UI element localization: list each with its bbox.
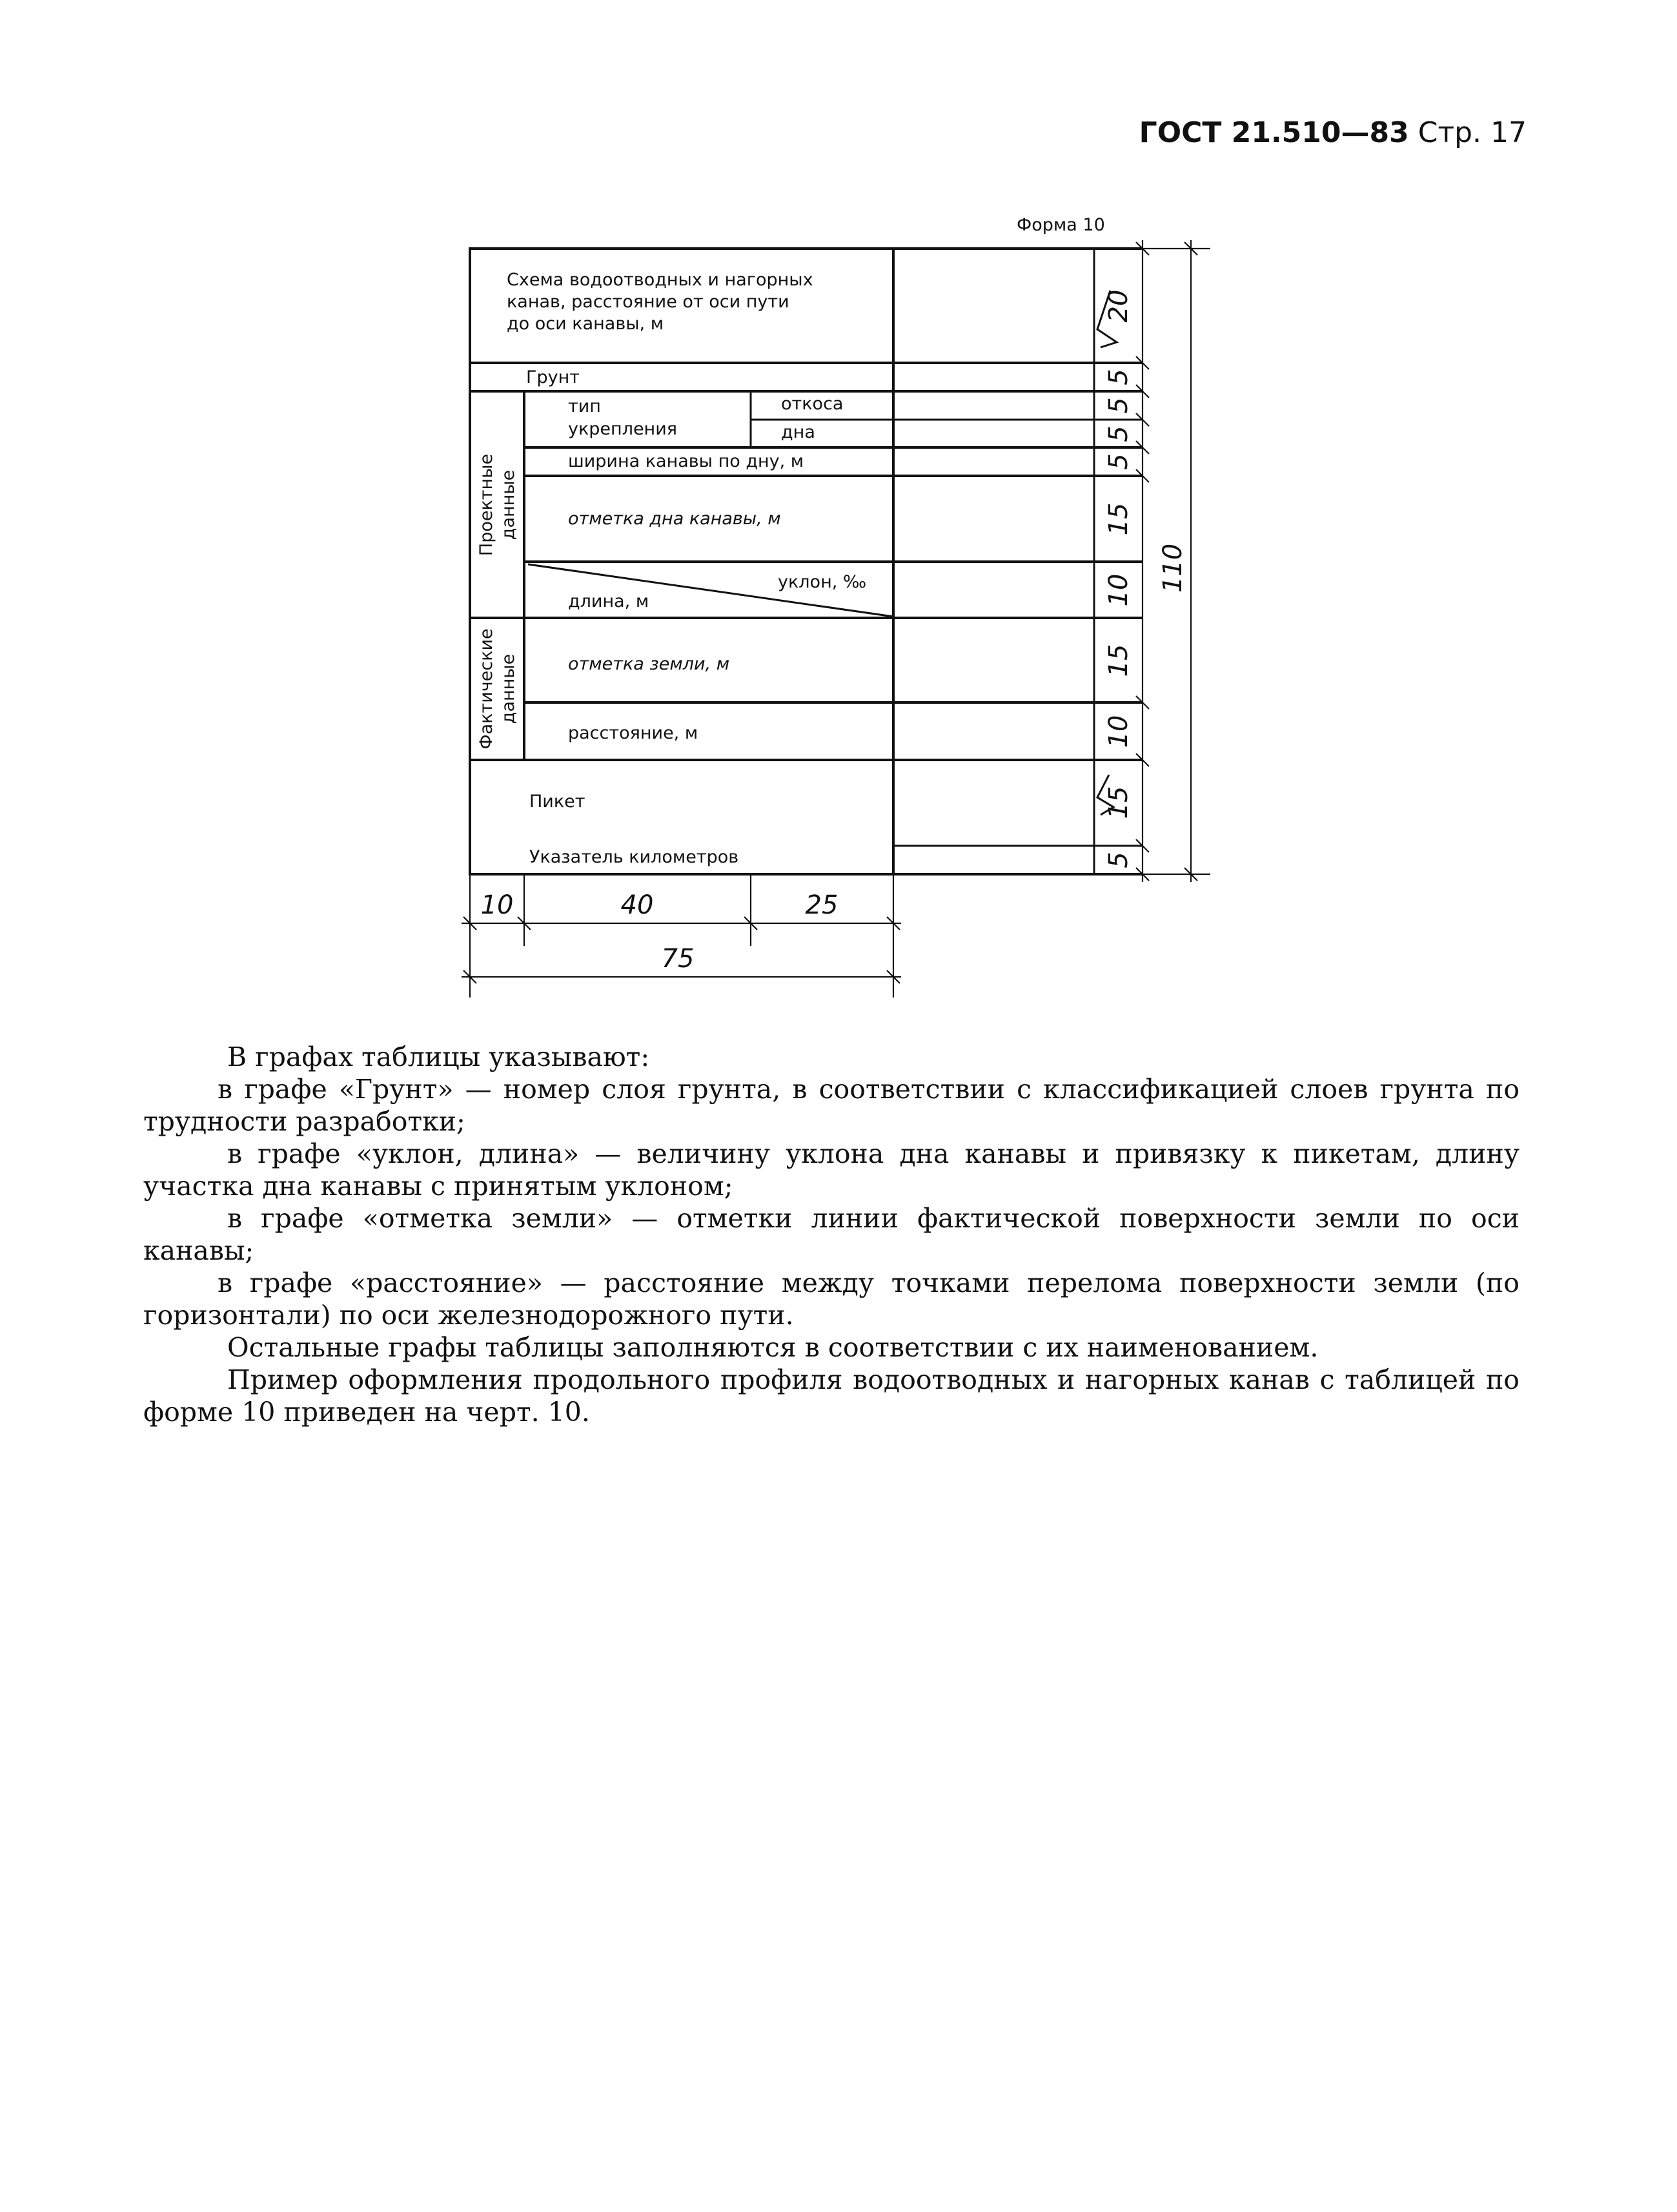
form-10-drawing [0,0,1677,1033]
width-dim-label: 10 [480,890,514,920]
slope-side-label: откоса [781,394,844,414]
dim-label: 15 [1104,644,1133,677]
soil-label: Грунт [526,367,580,387]
scheme-label: Схема водоотводных и нагорных [507,270,813,290]
ground-mark-label: отметка земли, м [568,654,730,674]
paragraph: В графах таблицы указывают: [227,1041,650,1072]
slope-label: уклон, ‰ [778,572,867,592]
row-height-labels [1104,290,1188,868]
dim-label: 5 [1104,425,1133,442]
length-label: длина, м [568,591,649,611]
dim-label: 5 [1104,397,1133,414]
total-height-label: 110 [1158,543,1188,593]
width-dim-label: 25 [805,890,838,920]
actual-group-label: данные [498,653,518,724]
dim-label: 20 [1104,289,1133,323]
dim-label: 15 [1104,502,1133,536]
paragraph: в графе «уклон, длина» — величину уклона дна канавы и привязку к пикетам, длину участка дна канавы с принятым уклоном; [143,1138,1519,1202]
dim-label: 5 [1104,852,1133,868]
width-label: ширина канавы по дну, м [568,451,804,471]
page-number: Стр. 17 [1418,116,1527,149]
km-label: Указатель километров [529,847,739,867]
paragraph: в графе «отметка земли» — отметки линии фактической поверхности земли по оси канавы; [143,1203,1519,1266]
dim-label: 10 [1104,715,1133,748]
total-width-label: 75 [661,944,695,974]
actual-group-label: Фактические [476,628,496,750]
paragraph: в графе «Грунт» — номер слоя грунта, в соответствии с классификацией слоев грунта по трудности разработки; [143,1074,1519,1137]
distance-label: расстояние, м [568,723,698,743]
dim-label: 15 [1104,786,1133,819]
design-group-label: Проектные [476,453,496,557]
dim-label: 5 [1104,369,1133,385]
width-dim-label: 40 [620,890,654,920]
scheme-label: канав, расстояние от оси пути [507,292,789,312]
body-text [143,1041,1519,1428]
type-label: укрепления [568,419,678,439]
paragraph: Пример оформления продольного профиля водоотводных и нагорных канав с таблицей по форме 10 приведен на черт. 10. [143,1364,1519,1428]
dim-label: 5 [1104,453,1133,470]
bottom-label: дна [781,422,815,442]
form-title: Форма 10 [1017,215,1105,235]
paragraph: Остальные графы таблицы заполняются в соответствии с их наименованием. [227,1332,1319,1363]
bottom-mark-label: отметка дна канавы, м [568,509,781,529]
design-group-label: данные [498,469,518,540]
scheme-label: до оси канавы, м [507,314,664,334]
dim-label: 10 [1104,573,1133,607]
picket-label: Пикет [529,792,585,812]
type-label: тип [568,396,601,416]
paragraph: в графе «расстояние» — расстояние между точками перелома поверхности земли (по горизонтали) по оси железнодорожного пути. [143,1267,1519,1331]
standard-number: ГОСТ 21.510—83 [1139,116,1409,149]
